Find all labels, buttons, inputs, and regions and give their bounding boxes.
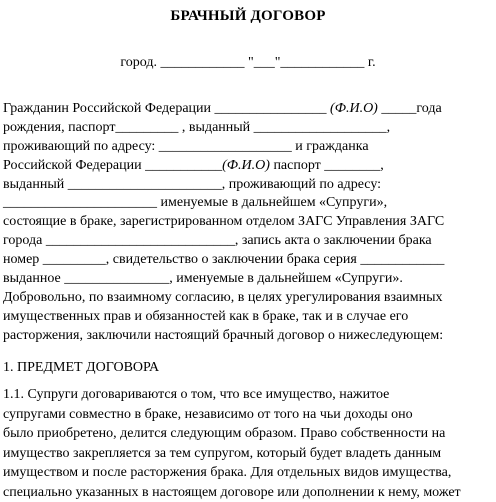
fio-placeholder: (Ф.И.О)	[222, 158, 270, 173]
section-1-heading: 1. ПРЕДМЕТ ДОГОВОРА	[3, 359, 159, 377]
section-1-line: супругами совместно в браке, независимо от того на чьи доходы оно	[3, 405, 493, 425]
document-title: БРАЧНЫЙ ДОГОВОР	[0, 6, 496, 26]
fio-placeholder: (Ф.И.О)	[330, 101, 378, 116]
intro-line: проживающий по адресу: ___________________ и гражданка	[3, 138, 493, 157]
place-date-line: город. ____________ "___"____________ г.	[0, 54, 496, 72]
intro-line: ______________________ именуемые в дальнейшем «Супруги»,	[3, 194, 493, 213]
intro-line: номер _________, свидетельство о заключении брака серия ____________	[3, 251, 493, 270]
intro-line: выданное _______________, именуемые в дальнейшем «Супруги».	[3, 270, 493, 289]
intro-line: имущественных прав и обязанностей как в браке, так и в случае его	[3, 308, 493, 327]
intro-line: Гражданин Российской Федерации ________________ (Ф.И.О) _____года	[3, 100, 493, 119]
intro-line: города ___________________________, запись акта о заключении брака	[3, 232, 493, 251]
intro-line: рождения, паспорт_________ , выданный ___________________,	[3, 119, 493, 138]
intro-line: выданный ______________________, проживающий по адресу:	[3, 176, 493, 195]
section-1-line: специально указанных в настоящем договоре или дополнении к нему, может	[3, 483, 493, 502]
section-1-line: имуществом и после расторжения брака. Для отдельных видов имущества,	[3, 463, 493, 483]
intro-line: расторжения, заключили настоящий брачный договор о нижеследующем:	[3, 327, 493, 346]
section-1-line: имущество закрепляется за тем супругом, который будет владеть данным	[3, 444, 493, 464]
intro-paragraph	[3, 100, 493, 346]
intro-line: Добровольно, по взаимному согласию, в целях урегулирования взаимных	[3, 289, 493, 308]
section-1-paragraph	[3, 385, 493, 502]
section-1-line: было приобретено, делится следующим образом. Право собственности на	[3, 424, 493, 444]
section-1-line: 1.1. Супруги договариваются о том, что все имущество, нажитое	[3, 385, 493, 405]
intro-line: состоящие в браке, зарегистрированном отделом ЗАГС Управления ЗАГС	[3, 213, 493, 232]
intro-line: Российской Федерации ___________(Ф.И.О) паспорт ________,	[3, 157, 493, 176]
